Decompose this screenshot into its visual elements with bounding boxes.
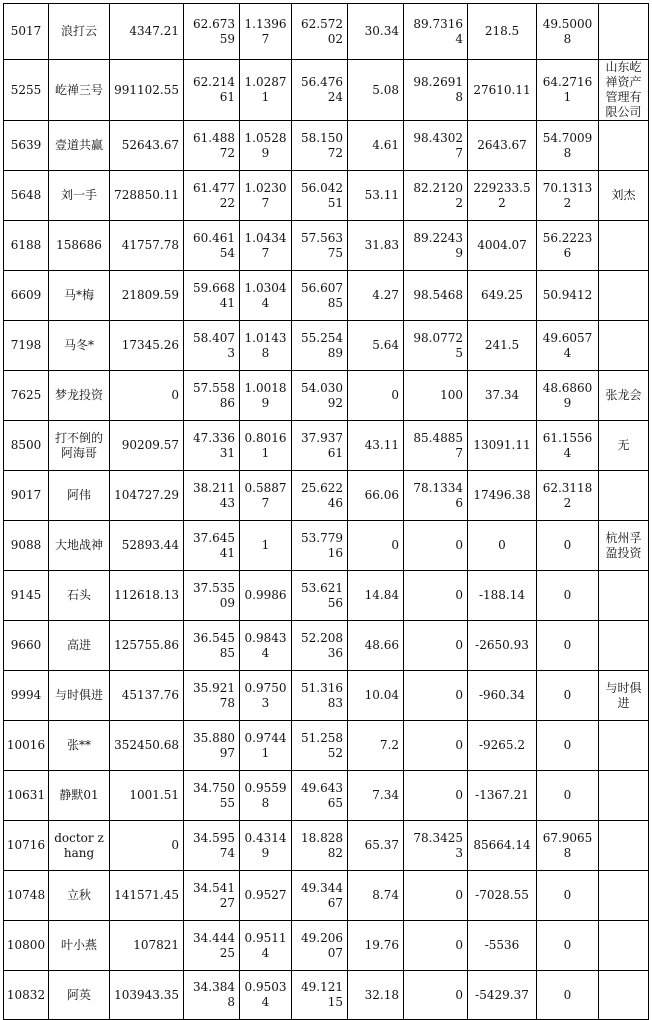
cell-value-8: 67.90658 (537, 821, 599, 871)
cell-value-7: 4004.07 (468, 221, 537, 271)
cell-id: 9017 (4, 471, 49, 521)
cell-value-8: 0 (537, 771, 599, 821)
cell-name: 打不倒的阿海哥 (49, 421, 110, 471)
cell-value-2: 60.46154 (184, 221, 240, 271)
cell-value-4: 37.93761 (292, 421, 348, 471)
cell-org: 与时俱进 (599, 671, 649, 721)
cell-value-6: 78.13346 (404, 471, 468, 521)
cell-value-1: 17345.26 (110, 321, 184, 371)
cell-value-4: 53.77916 (292, 521, 348, 571)
cell-name: 静默01 (49, 771, 110, 821)
cell-value-1: 107821 (110, 921, 184, 971)
cell-id: 7198 (4, 321, 49, 371)
cell-value-7: 241.5 (468, 321, 537, 371)
table-row (4, 321, 649, 371)
cell-value-7: 649.25 (468, 271, 537, 321)
cell-value-3: 0.98434 (240, 621, 292, 671)
cell-name: 阿英 (49, 971, 110, 1020)
cell-value-3: 1.02871 (240, 60, 292, 121)
cell-value-5: 31.83 (348, 221, 404, 271)
cell-id: 9145 (4, 571, 49, 621)
cell-value-3: 0.9527 (240, 871, 292, 921)
cell-value-3: 1.04347 (240, 221, 292, 271)
cell-value-4: 49.20607 (292, 921, 348, 971)
cell-value-3: 1.01438 (240, 321, 292, 371)
cell-value-5: 43.11 (348, 421, 404, 471)
cell-value-2: 61.48872 (184, 121, 240, 171)
table-row (4, 521, 649, 571)
cell-org (599, 4, 649, 60)
cell-org (599, 221, 649, 271)
cell-org (599, 971, 649, 1020)
cell-value-8: 0 (537, 521, 599, 571)
cell-id: 10832 (4, 971, 49, 1020)
cell-id: 5639 (4, 121, 49, 171)
cell-value-5: 65.37 (348, 821, 404, 871)
cell-value-3: 0.58877 (240, 471, 292, 521)
table-row (4, 171, 649, 221)
cell-value-2: 37.53509 (184, 571, 240, 621)
cell-value-3: 1.13967 (240, 4, 292, 60)
ranking-table (3, 3, 649, 1020)
cell-value-1: 52643.67 (110, 121, 184, 171)
cell-value-2: 37.64541 (184, 521, 240, 571)
cell-value-7: -2650.93 (468, 621, 537, 671)
cell-value-3: 1.05289 (240, 121, 292, 171)
cell-value-1: 52893.44 (110, 521, 184, 571)
cell-org (599, 821, 649, 871)
table-row (4, 621, 649, 671)
cell-name: 马*梅 (49, 271, 110, 321)
cell-value-2: 34.3848 (184, 971, 240, 1020)
cell-id: 10716 (4, 821, 49, 871)
cell-value-6: 0 (404, 521, 468, 571)
cell-value-6: 0 (404, 671, 468, 721)
cell-value-5: 0 (348, 371, 404, 421)
table-row (4, 271, 649, 321)
cell-org (599, 621, 649, 671)
cell-value-1: 112618.13 (110, 571, 184, 621)
cell-value-8: 0 (537, 671, 599, 721)
cell-value-8: 54.70098 (537, 121, 599, 171)
cell-value-5: 7.2 (348, 721, 404, 771)
cell-name: 与时俱进 (49, 671, 110, 721)
cell-name: 158686 (49, 221, 110, 271)
cell-value-3: 0.43149 (240, 821, 292, 871)
cell-value-6: 98.07725 (404, 321, 468, 371)
table-row (4, 421, 649, 471)
cell-value-6: 100 (404, 371, 468, 421)
cell-value-8: 49.60574 (537, 321, 599, 371)
cell-id: 10748 (4, 871, 49, 921)
table-row (4, 721, 649, 771)
cell-value-6: 98.43027 (404, 121, 468, 171)
cell-value-3: 0.97441 (240, 721, 292, 771)
cell-id: 10800 (4, 921, 49, 971)
cell-value-7: -1367.21 (468, 771, 537, 821)
cell-value-2: 57.55886 (184, 371, 240, 421)
cell-name: 大地战神 (49, 521, 110, 571)
cell-name: 马冬* (49, 321, 110, 371)
cell-name: 梦龙投资 (49, 371, 110, 421)
cell-org (599, 321, 649, 371)
cell-value-4: 56.04251 (292, 171, 348, 221)
cell-value-4: 52.20836 (292, 621, 348, 671)
cell-value-1: 352450.68 (110, 721, 184, 771)
cell-name: 张** (49, 721, 110, 771)
cell-value-5: 30.34 (348, 4, 404, 60)
cell-value-6: 0 (404, 571, 468, 621)
table-row (4, 821, 649, 871)
cell-id: 10016 (4, 721, 49, 771)
cell-value-6: 0 (404, 721, 468, 771)
cell-name: 立秋 (49, 871, 110, 921)
cell-org (599, 271, 649, 321)
cell-value-3: 0.95034 (240, 971, 292, 1020)
cell-name: 浪打云 (49, 4, 110, 60)
cell-name: 刘一手 (49, 171, 110, 221)
cell-value-6: 98.26918 (404, 60, 468, 121)
cell-id: 5017 (4, 4, 49, 60)
cell-value-5: 53.11 (348, 171, 404, 221)
cell-value-1: 21809.59 (110, 271, 184, 321)
cell-name: 壹道共赢 (49, 121, 110, 171)
cell-value-7: 85664.14 (468, 821, 537, 871)
table-row (4, 471, 649, 521)
cell-value-7: 229233.52 (468, 171, 537, 221)
cell-value-6: 0 (404, 621, 468, 671)
cell-value-1: 41757.78 (110, 221, 184, 271)
cell-value-8: 70.13132 (537, 171, 599, 221)
cell-value-7: -5429.37 (468, 971, 537, 1020)
cell-value-8: 49.50008 (537, 4, 599, 60)
table-row (4, 60, 649, 121)
cell-value-5: 5.64 (348, 321, 404, 371)
cell-id: 9660 (4, 621, 49, 671)
cell-value-5: 5.08 (348, 60, 404, 121)
cell-value-5: 32.18 (348, 971, 404, 1020)
cell-value-4: 49.12115 (292, 971, 348, 1020)
cell-value-2: 38.21143 (184, 471, 240, 521)
cell-value-6: 89.73164 (404, 4, 468, 60)
cell-value-5: 4.61 (348, 121, 404, 171)
cell-value-2: 35.92178 (184, 671, 240, 721)
cell-name: 高进 (49, 621, 110, 671)
cell-value-6: 0 (404, 771, 468, 821)
cell-value-8: 0 (537, 621, 599, 671)
cell-value-8: 48.68609 (537, 371, 599, 421)
cell-value-3: 1.02307 (240, 171, 292, 221)
cell-value-1: 141571.45 (110, 871, 184, 921)
cell-org: 山东屹禅资产管理有限公司 (599, 60, 649, 121)
cell-value-2: 47.33631 (184, 421, 240, 471)
cell-value-7: -7028.55 (468, 871, 537, 921)
table-row (4, 221, 649, 271)
cell-value-3: 1.03044 (240, 271, 292, 321)
cell-value-6: 0 (404, 871, 468, 921)
cell-id: 10631 (4, 771, 49, 821)
cell-value-5: 0 (348, 521, 404, 571)
cell-value-2: 36.54585 (184, 621, 240, 671)
cell-value-5: 4.27 (348, 271, 404, 321)
cell-value-3: 1 (240, 521, 292, 571)
cell-value-2: 34.59574 (184, 821, 240, 871)
cell-value-3: 0.9986 (240, 571, 292, 621)
cell-value-8: 62.31182 (537, 471, 599, 521)
cell-value-4: 51.31683 (292, 671, 348, 721)
cell-value-7: -5536 (468, 921, 537, 971)
cell-value-4: 56.60785 (292, 271, 348, 321)
cell-value-3: 0.80161 (240, 421, 292, 471)
cell-value-4: 62.57202 (292, 4, 348, 60)
cell-value-7: 13091.11 (468, 421, 537, 471)
cell-value-2: 61.47722 (184, 171, 240, 221)
cell-value-8: 0 (537, 871, 599, 921)
table-row (4, 771, 649, 821)
table-row (4, 871, 649, 921)
cell-value-4: 53.62156 (292, 571, 348, 621)
cell-value-2: 35.88097 (184, 721, 240, 771)
cell-value-5: 8.74 (348, 871, 404, 921)
cell-value-6: 82.21202 (404, 171, 468, 221)
cell-value-6: 89.22439 (404, 221, 468, 271)
cell-value-7: -960.34 (468, 671, 537, 721)
cell-org (599, 721, 649, 771)
cell-id: 5648 (4, 171, 49, 221)
table-row (4, 571, 649, 621)
cell-value-2: 59.66841 (184, 271, 240, 321)
cell-value-4: 54.03092 (292, 371, 348, 421)
cell-value-4: 25.62246 (292, 471, 348, 521)
cell-value-6: 98.5468 (404, 271, 468, 321)
cell-value-7: -188.14 (468, 571, 537, 621)
cell-value-2: 62.21461 (184, 60, 240, 121)
cell-org (599, 571, 649, 621)
cell-value-2: 34.44425 (184, 921, 240, 971)
cell-value-4: 56.47624 (292, 60, 348, 121)
table-row (4, 971, 649, 1020)
cell-value-6: 78.34253 (404, 821, 468, 871)
table-row (4, 671, 649, 721)
cell-value-3: 0.95598 (240, 771, 292, 821)
cell-id: 6609 (4, 271, 49, 321)
cell-value-8: 0 (537, 721, 599, 771)
cell-value-2: 34.75055 (184, 771, 240, 821)
cell-value-5: 10.04 (348, 671, 404, 721)
cell-value-8: 61.15564 (537, 421, 599, 471)
cell-value-2: 58.4073 (184, 321, 240, 371)
cell-id: 7625 (4, 371, 49, 421)
cell-id: 6188 (4, 221, 49, 271)
cell-value-1: 0 (110, 821, 184, 871)
cell-value-4: 55.25489 (292, 321, 348, 371)
table-row (4, 921, 649, 971)
cell-value-4: 51.25852 (292, 721, 348, 771)
cell-value-8: 0 (537, 971, 599, 1020)
cell-value-2: 34.54127 (184, 871, 240, 921)
table-row (4, 371, 649, 421)
cell-value-4: 49.64365 (292, 771, 348, 821)
cell-value-1: 125755.86 (110, 621, 184, 671)
cell-value-3: 0.97503 (240, 671, 292, 721)
cell-org: 刘杰 (599, 171, 649, 221)
cell-id: 9994 (4, 671, 49, 721)
cell-org (599, 471, 649, 521)
cell-id: 8500 (4, 421, 49, 471)
cell-value-6: 0 (404, 921, 468, 971)
cell-value-2: 62.67359 (184, 4, 240, 60)
cell-org: 无 (599, 421, 649, 471)
cell-value-4: 57.56375 (292, 221, 348, 271)
cell-value-6: 85.48857 (404, 421, 468, 471)
cell-value-7: 37.34 (468, 371, 537, 421)
cell-id: 9088 (4, 521, 49, 571)
cell-value-1: 104727.29 (110, 471, 184, 521)
cell-id: 5255 (4, 60, 49, 121)
cell-value-4: 18.82882 (292, 821, 348, 871)
cell-value-7: 218.5 (468, 4, 537, 60)
cell-value-7: -9265.2 (468, 721, 537, 771)
cell-value-8: 0 (537, 921, 599, 971)
cell-value-7: 17496.38 (468, 471, 537, 521)
table-row (4, 4, 649, 60)
cell-value-8: 0 (537, 571, 599, 621)
cell-value-7: 0 (468, 521, 537, 571)
cell-name: 阿伟 (49, 471, 110, 521)
cell-value-1: 991102.55 (110, 60, 184, 121)
cell-value-1: 103943.35 (110, 971, 184, 1020)
cell-value-5: 48.66 (348, 621, 404, 671)
cell-value-8: 64.27161 (537, 60, 599, 121)
cell-value-7: 2643.67 (468, 121, 537, 171)
cell-value-6: 0 (404, 971, 468, 1020)
cell-value-1: 0 (110, 371, 184, 421)
cell-org (599, 921, 649, 971)
cell-value-5: 14.84 (348, 571, 404, 621)
cell-value-5: 19.76 (348, 921, 404, 971)
cell-value-1: 4347.21 (110, 4, 184, 60)
cell-value-3: 1.00189 (240, 371, 292, 421)
cell-value-4: 49.34467 (292, 871, 348, 921)
cell-org: 张龙会 (599, 371, 649, 421)
cell-value-4: 58.15072 (292, 121, 348, 171)
cell-value-3: 0.95114 (240, 921, 292, 971)
cell-org: 杭州孚盈投资 (599, 521, 649, 571)
cell-value-1: 728850.11 (110, 171, 184, 221)
cell-value-1: 90209.57 (110, 421, 184, 471)
cell-value-5: 7.34 (348, 771, 404, 821)
cell-value-8: 56.22236 (537, 221, 599, 271)
cell-org (599, 771, 649, 821)
cell-value-1: 45137.76 (110, 671, 184, 721)
table-body (4, 4, 649, 1020)
table-row (4, 121, 649, 171)
cell-value-1: 1001.51 (110, 771, 184, 821)
cell-value-8: 50.9412 (537, 271, 599, 321)
cell-org (599, 871, 649, 921)
cell-name: 屹禅三号 (49, 60, 110, 121)
cell-name: 石头 (49, 571, 110, 621)
cell-value-5: 66.06 (348, 471, 404, 521)
cell-name: 叶小燕 (49, 921, 110, 971)
cell-value-7: 27610.11 (468, 60, 537, 121)
cell-org (599, 121, 649, 171)
cell-name: doctor zhang (49, 821, 110, 871)
